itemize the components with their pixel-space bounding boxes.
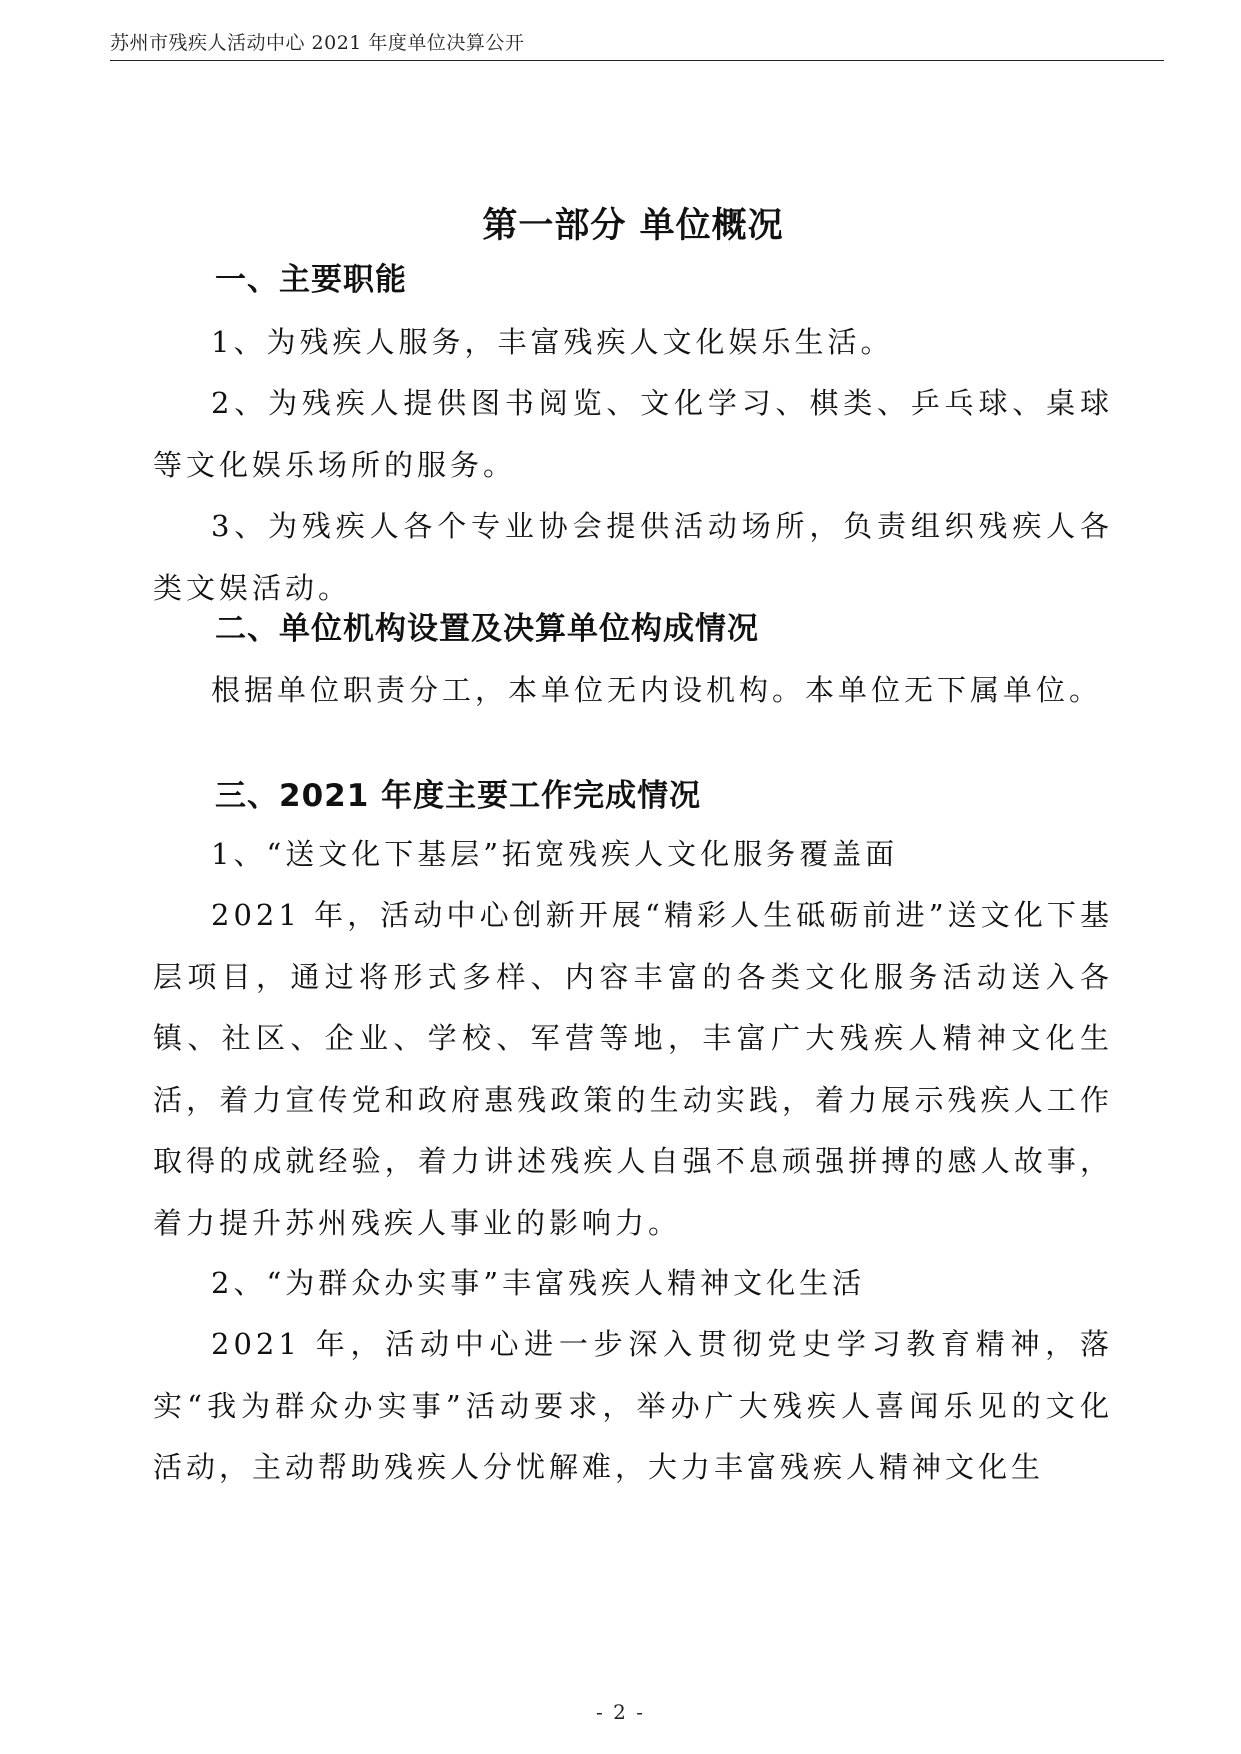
function-item-1: 1、为残疾人服务，丰富残疾人文化娱乐生活。 bbox=[211, 325, 894, 359]
header-title: 苏州市残疾人活动中心 2021 年度单位决算公开 bbox=[110, 32, 525, 54]
section-heading-work: 三、2021 年度主要工作完成情况 bbox=[215, 778, 702, 814]
page-number: - 2 - bbox=[596, 1700, 645, 1724]
work-item-2-title: 2、“为群众办实事”丰富残疾人精神文化生活 bbox=[211, 1266, 866, 1300]
work-item-2-text: 2021 年，活动中心进一步深入贯彻党史学习教育精神，落实“我为群众办实事”活动要求，举办广大残疾人喜闻乐见的文化活动，主动帮助残疾人分忧解难，大力丰富残疾人精神文化生 bbox=[153, 1327, 1113, 1484]
organization-text: 根据单位职责分工，本单位无内设机构。本单位无下属单位。 bbox=[211, 673, 1103, 707]
page-title: 第一部分 单位概况 bbox=[482, 206, 784, 246]
function-item-3: 3、为残疾人各个专业协会提供活动场所，负责组织残疾人各类文娱活动。 bbox=[153, 509, 1113, 605]
function-item-2: 2、为残疾人提供图书阅览、文化学习、棋类、乒乓球、桌球等文化娱乐场所的服务。 bbox=[153, 386, 1113, 482]
work-item-1-title: 1、“送文化下基层”拓宽残疾人文化服务覆盖面 bbox=[211, 837, 899, 871]
section-heading-organization: 二、单位机构设置及决算单位构成情况 bbox=[215, 611, 759, 647]
work-item-1-text: 2021 年，活动中心创新开展“精彩人生砥砺前进”送文化下基层项目，通过将形式多样、内容丰富的各类文化服务活动送入各镇、社区、企业、学校、军营等地，丰富广大残疾人精神文化生活，着力宣传党和政府惠残政策的生动实践，着力展示残疾人工作取得的成就经验，着力讲述残疾人自强不息顽强拼搏的感人故事，着力提升苏州残疾人事业的影响力。 bbox=[153, 898, 1113, 1240]
page-header bbox=[110, 24, 1164, 61]
section-heading-functions: 一、主要职能 bbox=[215, 262, 407, 298]
